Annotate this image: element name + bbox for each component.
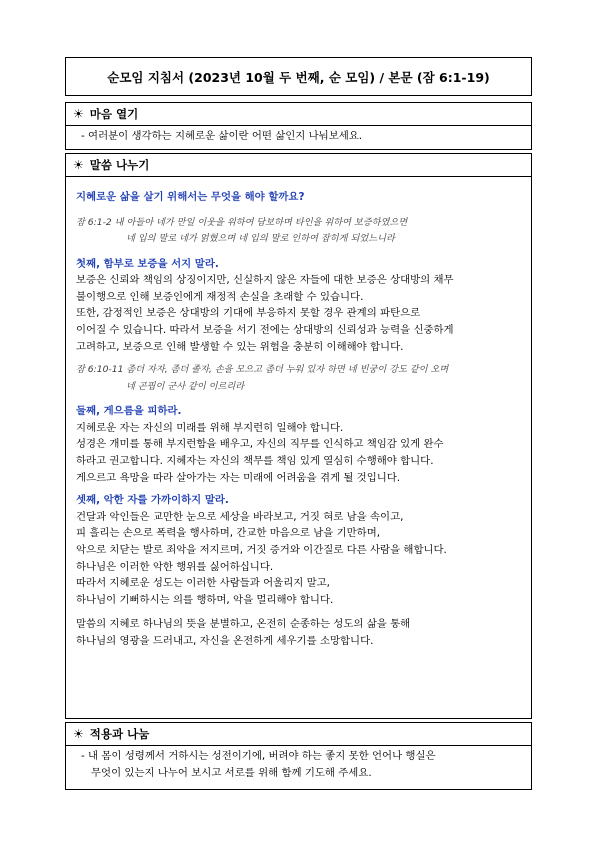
paragraph-line: 또한, 감정적인 보증은 상대방의 기대에 부응하지 못할 경우 관계의 파탄으로 <box>76 307 421 320</box>
paragraph-line: 이어질 수 있습니다. 따라서 보증을 서기 전에는 상대방의 신뢰성과 능력을 신중하게 <box>76 323 454 336</box>
paragraph-line: 하나님의 영광을 드러내고, 자신을 온전하게 세우기를 소망합니다. <box>76 634 374 647</box>
page-title <box>65 57 532 96</box>
main-question: 지혜로운 삶을 살기 위해서는 무엇을 해야 할까요? <box>76 191 305 203</box>
paragraph-line: 하나님이 기뻐하시는 의를 행하며, 악을 멀리해야 합니다. <box>76 593 334 606</box>
paragraph <box>76 420 523 486</box>
paragraph-line: 고려하고, 보증으로 인해 발생할 수 있는 위험을 충분히 이해해야 합니다. <box>76 340 404 353</box>
section-word-sharing <box>65 153 532 719</box>
verse-quote <box>76 215 523 248</box>
section-application-title: 적용과 나눔 <box>89 727 150 741</box>
point-heading: 둘째, 게으름을 피하라. <box>76 405 182 418</box>
page-title-text: 순모임 지침서 (2023년 10월 두 번째, 순 모임) / 본문 (잠 6:1-19) <box>107 69 490 85</box>
paragraph-line: 하나님은 이러한 악한 행위를 싫어하십니다. <box>76 560 274 573</box>
paragraph-line: 건달과 악인들은 교만한 눈으로 세상을 바라보고, 거짓 혀로 남을 속이고, <box>76 510 404 523</box>
point-heading: 셋째, 악한 자를 가까이하지 말라. <box>76 494 229 507</box>
open-heart-question: - 여러분이 생각하는 지혜로운 삶이란 어떤 삶인지 나눠보세요. <box>81 130 363 142</box>
application-line: - 내 몸이 성령께서 거하시는 성전이기에, 버려야 하는 좋지 못한 언어나 행실은 <box>81 750 436 762</box>
section-word-sharing-title: 말씀 나누기 <box>89 158 150 172</box>
verse-line: 잠 6:1-2 내 아들아 네가 만일 이웃을 위하여 담보하며 타인을 위하여 보증하였으면 <box>76 216 408 228</box>
paragraph-line: 악으로 치닫는 발로 죄악을 저지르며, 거짓 증거와 이간질로 다른 사람을 해합니다. <box>76 543 447 556</box>
paragraph-line: 성경은 개미를 통해 부지런함을 배우고, 자신의 직무를 인식하고 책임감 있게 완수 <box>76 438 444 451</box>
paragraph-line: 보증은 신뢰와 책임의 상징이지만, 신실하지 않은 자들에 대한 보증은 상대방의 채무 <box>76 274 454 287</box>
paragraph-line: 지혜로운 자는 자신의 미래를 위해 부지런히 일해야 합니다. <box>76 421 344 434</box>
paragraph-line: 게으르고 욕망을 따라 살아가는 자는 미래에 어려움을 겪게 될 것입니다. <box>76 471 401 484</box>
section-word-sharing-body <box>66 177 531 649</box>
sun-icon: ☀ <box>73 727 84 741</box>
section-word-sharing-header <box>66 154 531 177</box>
paragraph-line: 말씀의 지혜로 하나님의 뜻을 분별하고, 온전히 순종하는 성도의 삶을 통해 <box>76 618 411 631</box>
application-line: 무엇이 있는지 나누어 보시고 서로를 위해 함께 기도해 주세요. <box>91 766 372 779</box>
section-application <box>65 722 532 790</box>
verse-quote <box>76 362 523 395</box>
conclusion-paragraph <box>76 616 523 649</box>
section-open-heart-title: 마음 열기 <box>89 107 139 121</box>
sun-icon: ☀ <box>73 107 84 121</box>
paragraph <box>76 272 523 355</box>
paragraph-line: 따라서 지혜로운 성도는 이러한 사람들과 어울리지 말고, <box>76 577 330 590</box>
point-heading: 첫째, 함부로 보증을 서지 말라. <box>76 257 219 270</box>
section-open-heart-body <box>66 126 531 145</box>
verse-line: 네 곤핍이 군사 같이 이르리라 <box>126 380 245 392</box>
section-application-header <box>66 723 531 746</box>
paragraph-line: 불이행으로 인해 보증인에게 재정적 손실을 초래할 수 있습니다. <box>76 290 364 303</box>
section-open-heart-header <box>66 103 531 126</box>
paragraph-line: 피 흘리는 손으로 폭력을 행사하며, 간교한 마음으로 남을 기만하며, <box>76 527 381 540</box>
section-application-body <box>66 746 531 781</box>
verse-line: 네 입의 말로 네가 얽혔으며 네 입의 말로 인하여 잡히게 되었느니라 <box>126 233 395 245</box>
paragraph-line: 하라고 권고합니다. 지혜자는 자신의 책무를 책임 있게 열심히 수행해야 합니다. <box>76 454 434 467</box>
section-open-heart <box>65 102 532 150</box>
sun-icon: ☀ <box>73 158 84 172</box>
paragraph <box>76 509 523 609</box>
verse-line: 잠 6:10-11 좀더 자자, 좀더 졸자, 손을 모으고 좀더 누워 있자 하면 네 빈궁이 강도 같이 오며 <box>76 364 449 376</box>
